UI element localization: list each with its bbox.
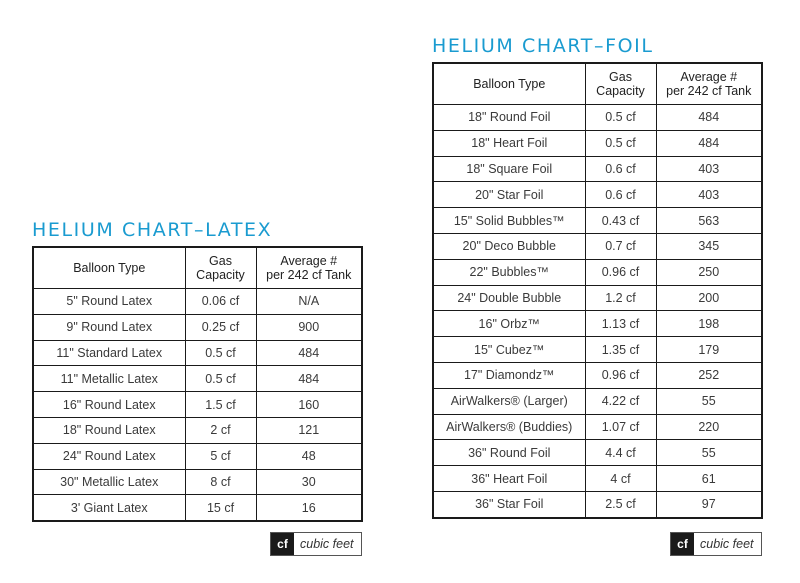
cell-gas-capacity: 1.13 cf [585, 311, 656, 337]
header-text: Balloon Type [473, 77, 546, 91]
table-row [33, 392, 362, 418]
cell-gas-capacity: 0.43 cf [585, 208, 656, 234]
cell-average-per-tank: 403 [656, 156, 762, 182]
table-row [433, 259, 762, 285]
cell-average-per-tank: 198 [656, 311, 762, 337]
table-row [33, 469, 362, 495]
legend-description: cubic feet [700, 537, 754, 551]
cell-balloon-type: 30" Metallic Latex [33, 469, 185, 495]
cell-gas-capacity: 0.96 cf [585, 259, 656, 285]
latex-chart-title: HELIUM CHART–LATEX [32, 219, 273, 241]
cell-balloon-type: 11" Metallic Latex [33, 366, 185, 392]
cell-average-per-tank: 900 [256, 314, 362, 340]
table-row [433, 466, 762, 492]
table-row [33, 495, 362, 521]
table-row [433, 156, 762, 182]
table-row [33, 417, 362, 443]
cell-average-per-tank: 345 [656, 233, 762, 259]
cell-gas-capacity: 1.5 cf [185, 392, 256, 418]
cell-gas-capacity: 0.7 cf [585, 233, 656, 259]
cell-balloon-type: 15" Solid Bubbles™ [433, 208, 585, 234]
header-text: Capacity [196, 268, 245, 282]
table-row [33, 314, 362, 340]
cell-balloon-type: 17" Diamondz™ [433, 362, 585, 388]
cell-balloon-type: 11" Standard Latex [33, 340, 185, 366]
cell-balloon-type: 22" Bubbles™ [433, 259, 585, 285]
cell-gas-capacity: 0.6 cf [585, 156, 656, 182]
cell-gas-capacity: 2.5 cf [585, 491, 656, 517]
cell-gas-capacity: 1.35 cf [585, 337, 656, 363]
header-text: per 242 cf Tank [266, 268, 352, 282]
cell-average-per-tank: 403 [656, 182, 762, 208]
cell-average-per-tank: 121 [256, 417, 362, 443]
cell-gas-capacity: 5 cf [185, 443, 256, 469]
table-row [433, 440, 762, 466]
cell-average-per-tank: 200 [656, 285, 762, 311]
cell-average-per-tank: 179 [656, 337, 762, 363]
cell-gas-capacity: 4.22 cf [585, 388, 656, 414]
cell-average-per-tank: 160 [256, 392, 362, 418]
cell-average-per-tank: 563 [656, 208, 762, 234]
latex-helium-table [32, 246, 363, 522]
header-gas-capacity [585, 63, 656, 105]
cell-balloon-type: 24" Round Latex [33, 443, 185, 469]
cell-balloon-type: AirWalkers® (Buddies) [433, 414, 585, 440]
header-balloon-type [33, 247, 185, 289]
cell-balloon-type: 18" Round Foil [433, 105, 585, 131]
table-row [433, 311, 762, 337]
cell-balloon-type: 20" Deco Bubble [433, 233, 585, 259]
table-row [433, 208, 762, 234]
legend-abbreviation: cf [671, 533, 694, 555]
foil-helium-table [432, 62, 763, 519]
legend-abbreviation: cf [271, 533, 294, 555]
header-text: per 242 cf Tank [666, 84, 752, 98]
latex-unit-legend [270, 532, 362, 556]
table-row [433, 337, 762, 363]
table-row [433, 130, 762, 156]
cell-gas-capacity: 15 cf [185, 495, 256, 521]
table-row [433, 285, 762, 311]
foil-unit-legend [670, 532, 762, 556]
table-row [433, 414, 762, 440]
cell-average-per-tank: 484 [256, 366, 362, 392]
table-row [33, 366, 362, 392]
cell-balloon-type: 5" Round Latex [33, 289, 185, 315]
cell-balloon-type: 18" Round Latex [33, 417, 185, 443]
header-text: Average # [280, 254, 338, 268]
header-text: Capacity [596, 84, 645, 98]
foil-table-body [433, 105, 762, 518]
table-row [433, 182, 762, 208]
table-row [433, 105, 762, 131]
cell-balloon-type: 18" Square Foil [433, 156, 585, 182]
cell-balloon-type: 15" Cubez™ [433, 337, 585, 363]
cell-gas-capacity: 1.2 cf [585, 285, 656, 311]
cell-balloon-type: 24" Double Bubble [433, 285, 585, 311]
cell-average-per-tank: 484 [256, 340, 362, 366]
cell-balloon-type: 18" Heart Foil [433, 130, 585, 156]
header-average-per-tank [656, 63, 762, 105]
header-text: Average # [680, 70, 738, 84]
table-row [433, 491, 762, 517]
table-row [33, 289, 362, 315]
header-text: Gas [209, 254, 232, 268]
cell-gas-capacity: 0.5 cf [185, 340, 256, 366]
table-row [433, 233, 762, 259]
cell-gas-capacity: 2 cf [185, 417, 256, 443]
cell-gas-capacity: 0.5 cf [185, 366, 256, 392]
cell-average-per-tank: 48 [256, 443, 362, 469]
cell-average-per-tank: 30 [256, 469, 362, 495]
cell-balloon-type: 36" Heart Foil [433, 466, 585, 492]
table-header-row [433, 63, 762, 105]
cell-balloon-type: AirWalkers® (Larger) [433, 388, 585, 414]
cell-average-per-tank: 484 [656, 130, 762, 156]
header-text: Gas [609, 70, 632, 84]
cell-balloon-type: 9" Round Latex [33, 314, 185, 340]
cell-gas-capacity: 8 cf [185, 469, 256, 495]
cell-balloon-type: 36" Star Foil [433, 491, 585, 517]
cell-gas-capacity: 4 cf [585, 466, 656, 492]
table-row [33, 443, 362, 469]
header-balloon-type [433, 63, 585, 105]
cell-gas-capacity: 1.07 cf [585, 414, 656, 440]
foil-chart-title: HELIUM CHART–FOIL [432, 35, 654, 57]
cell-average-per-tank: 97 [656, 491, 762, 517]
cell-gas-capacity: 4.4 cf [585, 440, 656, 466]
cell-average-per-tank: 55 [656, 388, 762, 414]
header-text: Balloon Type [73, 261, 146, 275]
table-row [33, 340, 362, 366]
cell-gas-capacity: 0.6 cf [585, 182, 656, 208]
latex-table-body [33, 289, 362, 522]
cell-average-per-tank: 252 [656, 362, 762, 388]
cell-gas-capacity: 0.25 cf [185, 314, 256, 340]
table-header-row [33, 247, 362, 289]
cell-balloon-type: 16" Round Latex [33, 392, 185, 418]
cell-balloon-type: 36" Round Foil [433, 440, 585, 466]
cell-gas-capacity: 0.5 cf [585, 105, 656, 131]
cell-average-per-tank: N/A [256, 289, 362, 315]
header-average-per-tank [256, 247, 362, 289]
cell-balloon-type: 16" Orbz™ [433, 311, 585, 337]
cell-balloon-type: 20" Star Foil [433, 182, 585, 208]
cell-gas-capacity: 0.96 cf [585, 362, 656, 388]
cell-balloon-type: 3' Giant Latex [33, 495, 185, 521]
table-row [433, 362, 762, 388]
legend-description: cubic feet [300, 537, 354, 551]
cell-average-per-tank: 484 [656, 105, 762, 131]
cell-average-per-tank: 250 [656, 259, 762, 285]
cell-average-per-tank: 220 [656, 414, 762, 440]
cell-gas-capacity: 0.06 cf [185, 289, 256, 315]
header-gas-capacity [185, 247, 256, 289]
cell-average-per-tank: 16 [256, 495, 362, 521]
cell-average-per-tank: 61 [656, 466, 762, 492]
table-row [433, 388, 762, 414]
cell-gas-capacity: 0.5 cf [585, 130, 656, 156]
cell-average-per-tank: 55 [656, 440, 762, 466]
